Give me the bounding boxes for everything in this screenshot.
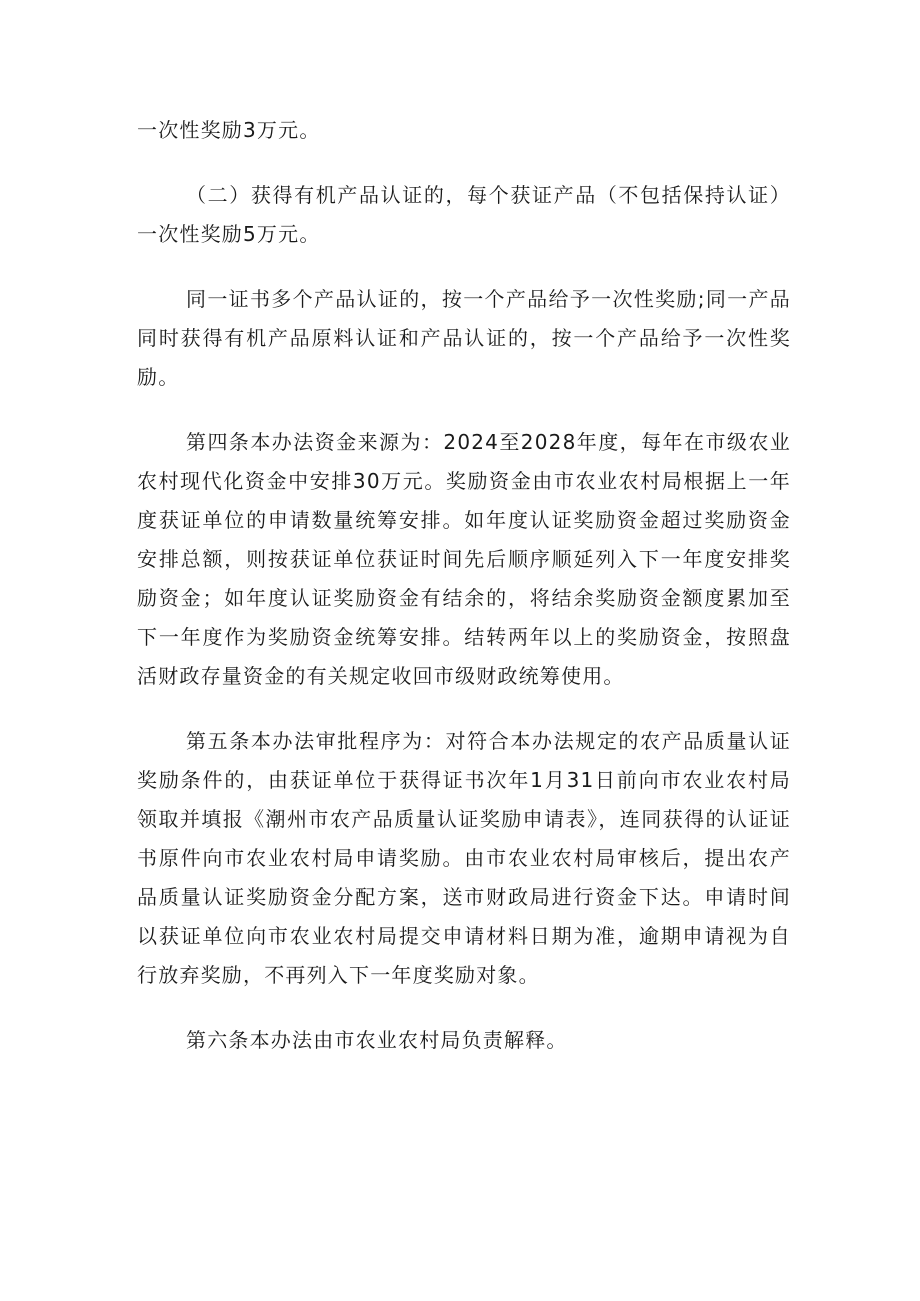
paragraph-organic-certification: （二）获得有机产品认证的，每个获证产品（不包括保持认证）一次性奖励5万元。 xyxy=(137,183,791,246)
document-body xyxy=(137,111,791,1086)
paragraph-same-certificate: 同一证书多个产品认证的，按一个产品给予一次性奖励;同一产品同时获得有机产品原料认证和产品认证的，按一个产品给予一次性奖励。 xyxy=(137,287,791,389)
paragraph-article-4: 第四条本办法资金来源为：2024至2028年度，每年在市级农业农村现代化资金中安排30万元。奖励资金由市农业农村局根据上一年度获证单位的申请数量统筹安排。如年度认证奖励资金超过奖励资金安排总额，则按获证单位获证时间先后顺序顺延列入下一年度安排奖励资金；如年度认证奖励资金有结余的，将结余奖励资金额度累加至下一年度作为奖励资金统筹安排。结转两年以上的奖励资金，按照盘活财政存量资金的有关规定收回市级财政统筹使用。 xyxy=(137,430,791,688)
paragraph-award-3: 一次性奖励3万元。 xyxy=(137,118,321,142)
paragraph-article-6: 第六条本办法由市农业农村局负责解释。 xyxy=(186,1028,568,1052)
paragraph-article-5: 第五条本办法审批程序为：对符合本办法规定的农产品质量认证奖励条件的，由获证单位于获得证书次年1月31日前向市农业农村局领取并填报《潮州市农产品质量认证奖励申请表》，连同获得的认证证书原件向市农业农村局申请奖励。由市农业农村局审核后，提出农产品质量认证奖励资金分配方案，送市财政局进行资金下达。申请时间以获证单位向市农业农村局提交申请材料日期为准，逾期申请视为自行放弃奖励，不再列入下一年度奖励对象。 xyxy=(137,729,791,987)
